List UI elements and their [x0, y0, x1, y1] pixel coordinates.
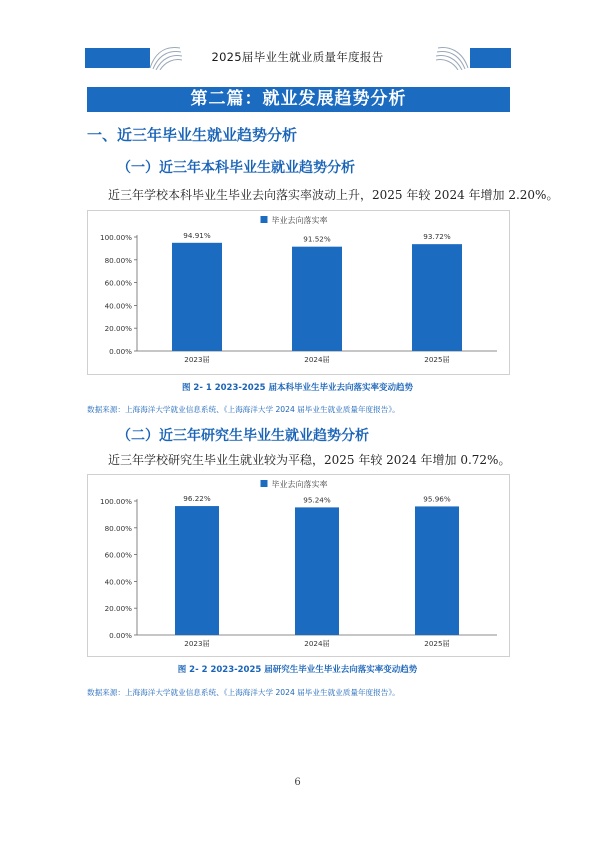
- y-tick-label: 60.00%: [104, 278, 132, 288]
- bar-2025届: [412, 244, 462, 351]
- bar-2024届: [292, 247, 342, 351]
- figure-caption-1: 图 2- 1 2023-2025 届本科毕业生毕业去向落实率变动趋势: [181, 383, 414, 393]
- y-tick-label: 80.00%: [104, 523, 132, 533]
- paragraph-2: 近三年学校研究生毕业生就业较为平稳，2025 年较 2024 年增加 0.72%。: [108, 453, 511, 467]
- header-bar-right: [470, 48, 511, 68]
- header-title: 2025届毕业生就业质量年度报告: [211, 50, 384, 64]
- y-tick-label: 80.00%: [104, 255, 132, 265]
- chart-graduate-rate: [87, 474, 510, 657]
- x-tick-label: 2024届: [304, 355, 330, 364]
- y-tick-label: 20.00%: [104, 604, 132, 614]
- x-tick-label: 2025届: [424, 355, 450, 364]
- figure-caption-2: 图 2- 2 2023-2025 届研究生毕业生毕业去向落实率变动趋势: [177, 665, 418, 675]
- x-tick-label: 2023届: [184, 639, 210, 648]
- bar-2025届: [415, 506, 459, 635]
- y-tick-label: 40.00%: [104, 577, 132, 587]
- bar-2024届: [295, 507, 339, 635]
- data-label: 94.91%: [183, 230, 211, 240]
- legend-swatch: [261, 480, 268, 487]
- page-number: 6: [294, 777, 301, 788]
- header-wave-icon-right: [436, 44, 470, 70]
- chapter-banner: 第二篇：就业发展趋势分析: [87, 87, 510, 112]
- data-source-2: 数据来源：上海海洋大学就业信息系统、《上海海洋大学 2024 届毕业生就业质量年度报告》。: [87, 688, 400, 697]
- chart-undergrad-rate: [87, 210, 510, 375]
- subsection-heading-1: （一）近三年本科毕业生就业趋势分析: [117, 160, 355, 176]
- y-tick-label: 100.00%: [100, 233, 132, 242]
- section-heading: 一、近三年毕业生就业趋势分析: [87, 126, 298, 144]
- data-label: 95.24%: [303, 495, 331, 505]
- x-tick-label: 2024届: [304, 639, 330, 648]
- bar-2023届: [175, 506, 219, 635]
- y-tick-label: 0.00%: [109, 631, 132, 640]
- legend-swatch: [261, 216, 268, 223]
- y-tick-label: 100.00%: [100, 497, 132, 506]
- data-label: 95.96%: [423, 494, 451, 504]
- data-label: 93.72%: [423, 232, 451, 242]
- legend-label: 毕业去向落实率: [271, 216, 328, 225]
- x-tick-label: 2023届: [184, 355, 210, 364]
- y-tick-label: 60.00%: [104, 550, 132, 560]
- x-tick-label: 2025届: [424, 639, 450, 648]
- data-source-1: 数据来源：上海海洋大学就业信息系统、《上海海洋大学 2024 届毕业生就业质量年度报告》。: [87, 405, 400, 414]
- y-tick-label: 40.00%: [104, 301, 132, 311]
- legend-label: 毕业去向落实率: [271, 480, 328, 489]
- data-label: 91.52%: [303, 234, 331, 244]
- bar-2023届: [172, 243, 222, 351]
- y-tick-label: 20.00%: [104, 324, 132, 334]
- y-tick-label: 0.00%: [109, 347, 132, 356]
- subsection-heading-2: （二）近三年研究生毕业生就业趋势分析: [117, 428, 369, 444]
- paragraph-1: 近三年学校本科毕业生毕业去向落实率波动上升，2025 年较 2024 年增加 2.20%。: [108, 188, 559, 202]
- data-label: 96.22%: [183, 494, 211, 504]
